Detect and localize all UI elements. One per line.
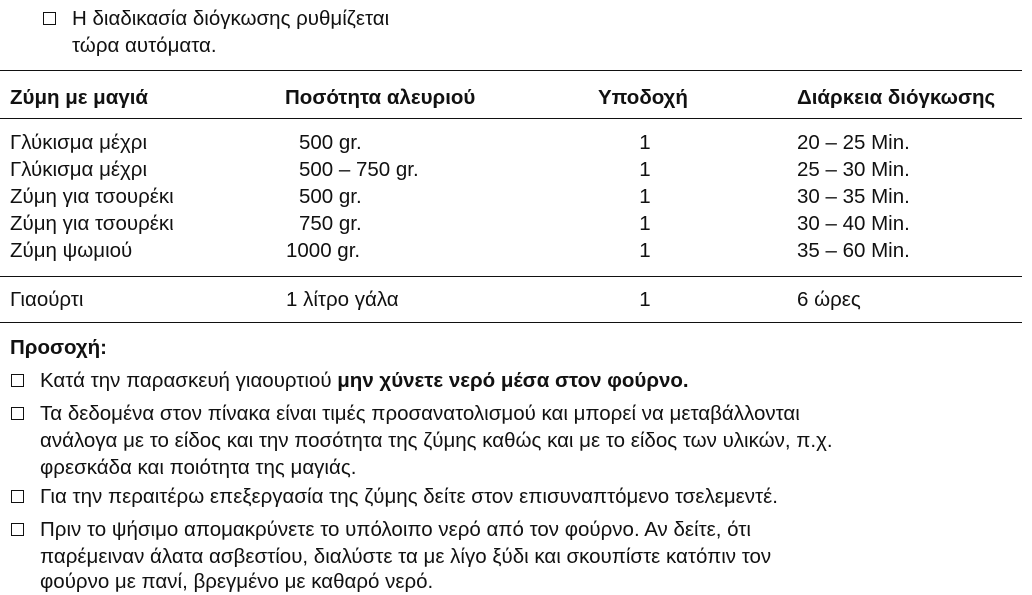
checkbox-bullet-icon bbox=[11, 523, 24, 536]
note-before-baking-line-1: Πριν το ψήσιμο απομακρύνετε το υπόλοιπο νερό από τον φούρνο. Αν δείτε, ότι bbox=[40, 518, 751, 541]
note-further-processing: Για την περαιτέρω επεξεργασία της ζύμης δείτε στον επισυναπτόμενο τσελεμεντέ. bbox=[40, 485, 778, 508]
table-top-rule bbox=[0, 70, 1022, 71]
note-before-baking-line-2: παρέμειναν άλατα ασβεστίου, διαλύστε τα με λίγο ξύδι και σκουπίστε κατόπιν τον bbox=[40, 545, 772, 568]
note-yoghurt bbox=[40, 367, 689, 394]
table-cell-flour: 500 – 750 gr. bbox=[299, 158, 419, 181]
notes-heading: Προσοχή: bbox=[10, 336, 107, 359]
checkbox-bullet-icon bbox=[11, 407, 24, 420]
table-cell-duration: 35 – 60 Min. bbox=[797, 239, 910, 262]
table-header-rule bbox=[0, 118, 1022, 119]
header-slot: Υποδοχή bbox=[598, 86, 688, 109]
checkbox-bullet-icon bbox=[11, 374, 24, 387]
note-yoghurt-text: Κατά την παρασκευή γιαουρτιού bbox=[40, 369, 338, 392]
table-cell-flour: 1 λίτρο γάλα bbox=[286, 288, 399, 311]
table-cell-duration: 30 – 40 Min. bbox=[797, 212, 910, 235]
note-table-values-line-1: Τα δεδομένα στον πίνακα είναι τιμές προσανατολισμού και μπορεί να μεταβάλλονται bbox=[40, 402, 800, 425]
table-cell-slot: 1 bbox=[639, 239, 651, 262]
table-cell-slot: 1 bbox=[639, 212, 651, 235]
table-cell-slot: 1 bbox=[639, 158, 651, 181]
table-cell-slot: 1 bbox=[639, 185, 651, 208]
table-bottom-rule bbox=[0, 322, 1022, 323]
header-duration: Διάρκεια διόγκωσης bbox=[797, 86, 996, 109]
table-cell-dough: Ζύμη για τσουρέκι bbox=[10, 185, 174, 208]
intro-line-1: Η διαδικασία διόγκωσης ρυθμίζεται bbox=[72, 7, 390, 30]
table-cell-dough: Ζύμη για τσουρέκι bbox=[10, 212, 174, 235]
table-cell-dough: Γλύκισμα μέχρι bbox=[10, 131, 148, 154]
table-section-rule bbox=[0, 276, 1022, 277]
table-cell-dough: Γιαούρτι bbox=[10, 288, 84, 311]
table-cell-duration: 25 – 30 Min. bbox=[797, 158, 910, 181]
note-table-values-line-3: φρεσκάδα και ποιότητα της μαγιάς. bbox=[40, 456, 357, 479]
table-cell-flour: 750 gr. bbox=[299, 212, 362, 235]
header-flour: Ποσότητα αλευριού bbox=[285, 86, 476, 109]
table-cell-flour: 500 gr. bbox=[299, 185, 362, 208]
table-cell-slot: 1 bbox=[639, 288, 651, 311]
checkbox-bullet-icon bbox=[11, 490, 24, 503]
checkbox-bullet-icon bbox=[43, 12, 56, 25]
note-yoghurt-warning: μην χύνετε νερό μέσα στον φούρνο. bbox=[337, 369, 689, 392]
header-dough: Ζύμη με μαγιά bbox=[10, 86, 149, 109]
table-cell-duration: 30 – 35 Min. bbox=[797, 185, 910, 208]
table-cell-duration: 20 – 25 Min. bbox=[797, 131, 910, 154]
table-cell-flour: 1000 gr. bbox=[286, 239, 361, 262]
table-cell-flour: 500 gr. bbox=[299, 131, 362, 154]
note-before-baking-line-3: φούρνο με πανί, βρεγμένο με καθαρό νερό. bbox=[40, 570, 434, 593]
intro-line-2: τώρα αυτόματα. bbox=[72, 34, 217, 57]
table-cell-dough: Γλύκισμα μέχρι bbox=[10, 158, 148, 181]
table-cell-dough: Ζύμη ψωμιού bbox=[10, 239, 133, 262]
table-cell-slot: 1 bbox=[639, 131, 651, 154]
table-cell-duration: 6 ώρες bbox=[797, 288, 861, 311]
note-table-values-line-2: ανάλογα με το είδος και την ποσότητα της ζύμης καθώς και με το είδος των υλικών, π.χ. bbox=[40, 429, 833, 452]
